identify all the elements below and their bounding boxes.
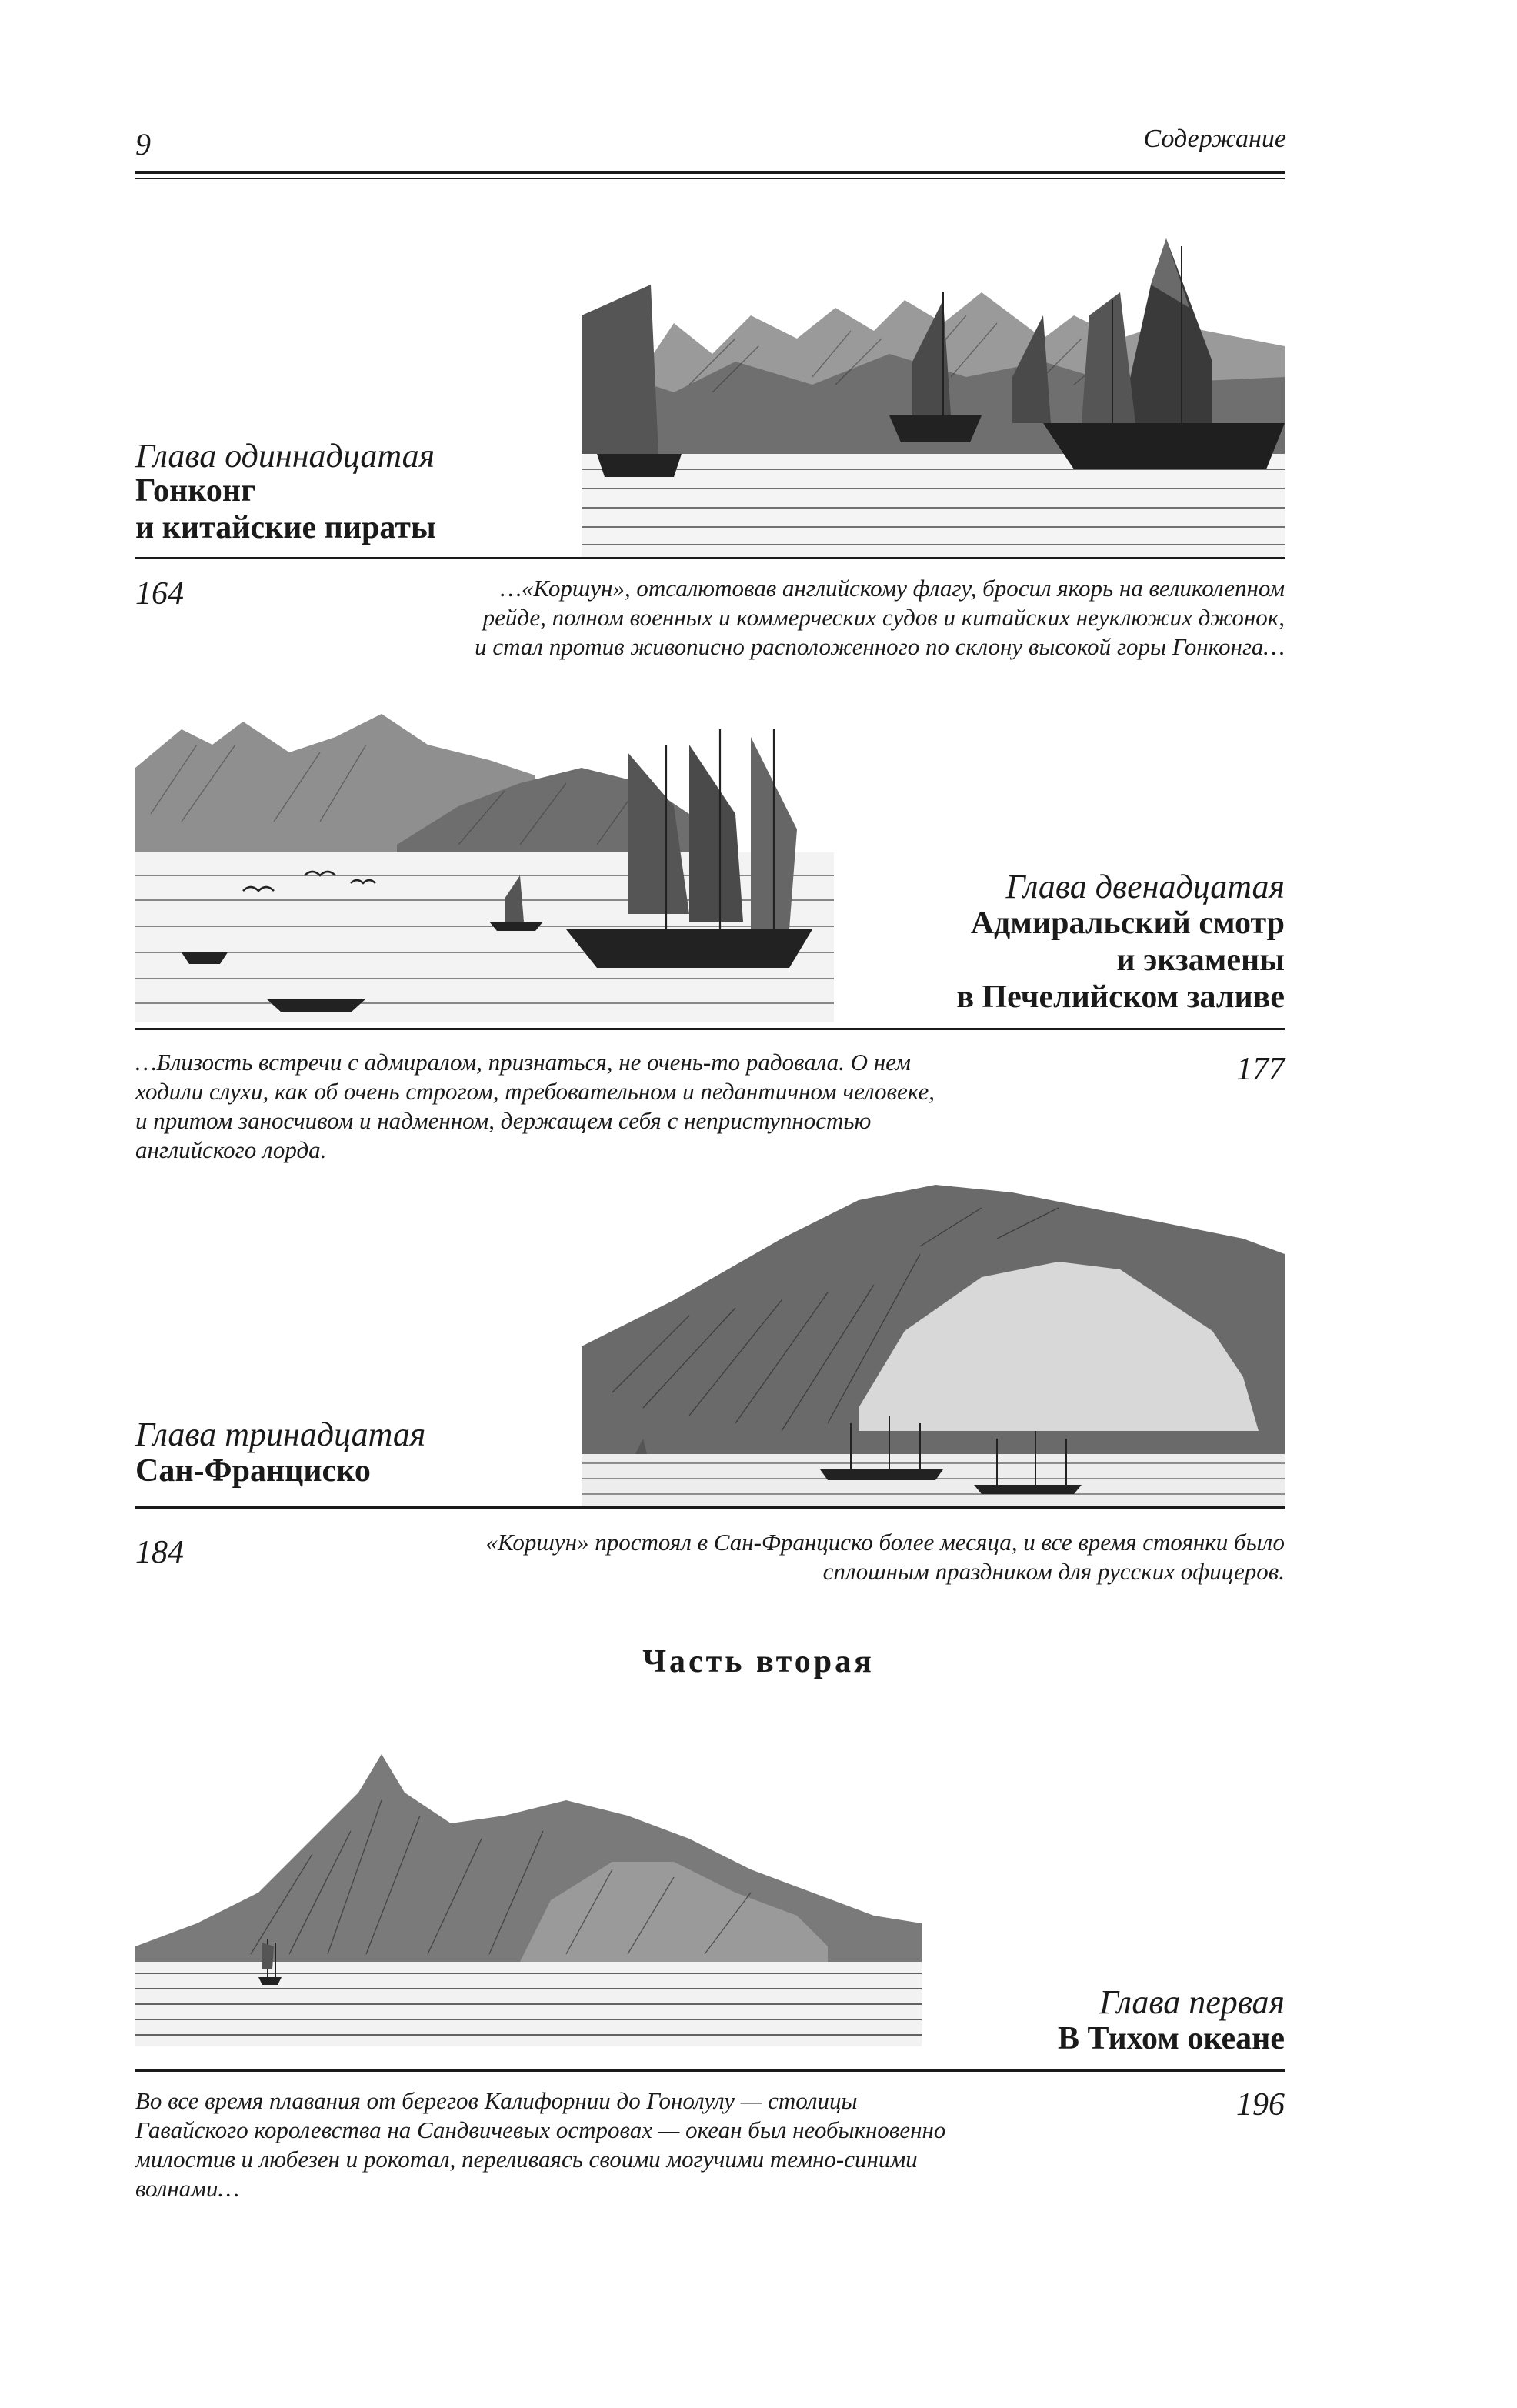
running-title: Содержание [1143, 125, 1286, 153]
chapter-12-page: 177 [1236, 1052, 1285, 1087]
part2-chapter-1-title-line1: В Тихом океане [1057, 2021, 1285, 2056]
illustration-hong-kong-harbor [582, 223, 1285, 557]
chapter-12-excerpt-line: …Близость встречи с адмиралом, признаться, не очень-то радовала. О нем [135, 1049, 911, 1076]
chapter-11-excerpt-line: рейде, полном военных и коммерческих судов и китайских неуклюжих джонок, [482, 604, 1285, 631]
chapter-12-excerpt-line: английского лорда. [135, 1136, 327, 1163]
illustration-pacific-island [135, 1746, 922, 2046]
part2-chapter-1-rule [135, 2069, 1285, 2072]
part2-chapter-1-excerpt-line: волнами… [135, 2175, 240, 2202]
part2-chapter-1-label: Глава первая [1099, 1983, 1285, 2021]
header-rule-thin [135, 178, 1285, 179]
illustration-pechili-gulf [135, 699, 834, 1022]
chapter-12-title-line3: в Печелийском заливе [956, 979, 1285, 1015]
chapter-13-rule [135, 1506, 1285, 1509]
chapter-12-label: Глава двенадцатая [1005, 868, 1285, 906]
chapter-12-title-line2: и экзамены [1116, 942, 1285, 978]
header-rule-thick [135, 171, 1285, 174]
chapter-13-excerpt-line: «Коршун» простоял в Сан-Франциско более месяца, и все время стоянки было [485, 1529, 1285, 1556]
chapter-12-rule [135, 1028, 1285, 1030]
chapter-12-title-line1: Адмиральский смотр [970, 906, 1285, 941]
chapter-12-excerpt-line: и притом заносчивом и надменном, держащем себя с неприступностью [135, 1107, 872, 1134]
chapter-13-title-line1: Сан-Франциско [135, 1453, 371, 1489]
part2-chapter-1-excerpt-line: милостив и любезен и рокотал, переливаясь своими могучими темно-синими [135, 2146, 918, 2173]
chapter-11-excerpt-line: и стал против живописно расположенного по склону высокой горы Гонконга… [475, 633, 1285, 660]
chapter-12-excerpt-line: ходили слухи, как об очень строгом, требовательном и педантичном человеке, [135, 1078, 935, 1105]
page-number: 9 [135, 127, 151, 162]
chapter-13-excerpt-line: сплошным праздником для русских офицеров. [822, 1558, 1285, 1585]
part-title: Часть вторая [642, 1644, 875, 1679]
chapter-11-rule [135, 557, 1285, 559]
chapter-13-excerpt [323, 1528, 1285, 1586]
part2-chapter-1-excerpt [135, 2086, 1151, 2203]
chapter-11-title-line1: Гонконг [135, 473, 256, 509]
chapter-11-page: 164 [135, 576, 184, 612]
chapter-11-title-line2: и китайские пираты [135, 510, 436, 545]
part2-chapter-1-page: 196 [1236, 2087, 1285, 2123]
chapter-11-excerpt [323, 574, 1285, 662]
part2-chapter-1-excerpt-line: Во все время плавания от берегов Калифорнии до Гонолулу — столицы [135, 2087, 858, 2114]
chapter-12-excerpt [135, 1048, 1135, 1165]
part2-chapter-1-excerpt-line: Гавайского королевства на Сандвичевых островах — океан был необыкновенно [135, 2116, 946, 2143]
chapter-13-page: 184 [135, 1535, 184, 1570]
chapter-13-label: Глава тринадцатая [135, 1416, 426, 1453]
illustration-san-francisco [582, 1177, 1285, 1506]
chapter-11-excerpt-line: …«Коршун», отсалютовав английскому флагу, бросил якорь на великолепном [500, 575, 1285, 602]
chapter-11-label: Глава одиннадцатая [135, 437, 435, 475]
